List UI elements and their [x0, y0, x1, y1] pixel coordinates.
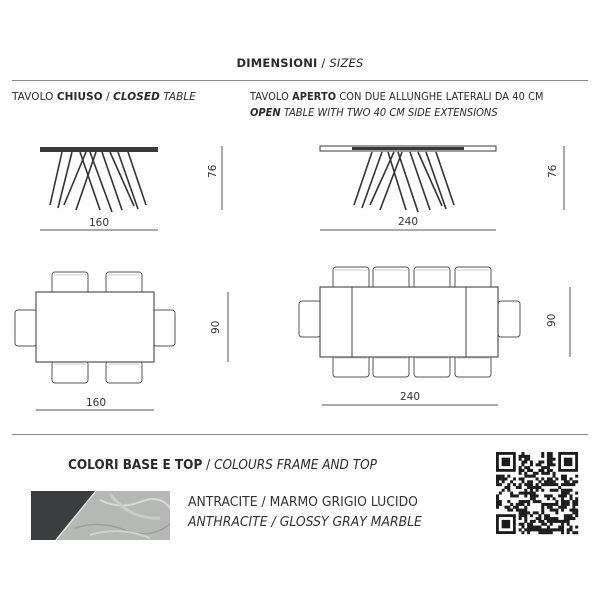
open-plan-view [299, 267, 570, 405]
closed-tabletop [40, 147, 158, 152]
open-table-label-it: TAVOLO APERTO CON DUE ALLUNGHE LATERALI DA 40 CM [250, 90, 544, 103]
qr-code [496, 452, 578, 534]
closed-depth-label: 90 [210, 320, 222, 334]
title-italic: SIZES [329, 56, 364, 70]
closed-table-label: TAVOLO CHIUSO / CLOSED TABLE [12, 90, 196, 103]
closed-plan-view [15, 272, 228, 410]
divider-bottom [12, 434, 588, 435]
closed-table-top-plan [36, 292, 154, 362]
open-depth-label: 90 [546, 313, 558, 327]
closed-height-label: 76 [207, 164, 219, 178]
section-title-dimensions: DIMENSIONI / SIZES [236, 56, 364, 70]
material-en: ANTHRACITE / GLOSSY GRAY MARBLE [188, 514, 422, 530]
open-table-top-plan [320, 287, 498, 357]
color-swatch [31, 491, 170, 540]
open-side-view [320, 146, 564, 230]
open-plan-width-label: 240 [400, 391, 421, 403]
material-it: ANTRACITE / MARMO GRIGIO LUCIDO [188, 494, 418, 510]
open-height-label: 76 [547, 164, 559, 178]
open-table-label-en: OPEN TABLE WITH TWO 40 CM SIDE EXTENSIONS [250, 106, 498, 119]
colors-title: COLORI BASE E TOP / COLOURS FRAME AND TOP [68, 458, 377, 473]
closed-plan-width-label: 160 [86, 397, 107, 409]
closed-side-view [40, 146, 222, 230]
closed-width-label: 160 [89, 217, 110, 229]
title-bold: DIMENSIONI [236, 56, 318, 70]
open-width-label: 240 [398, 216, 419, 228]
